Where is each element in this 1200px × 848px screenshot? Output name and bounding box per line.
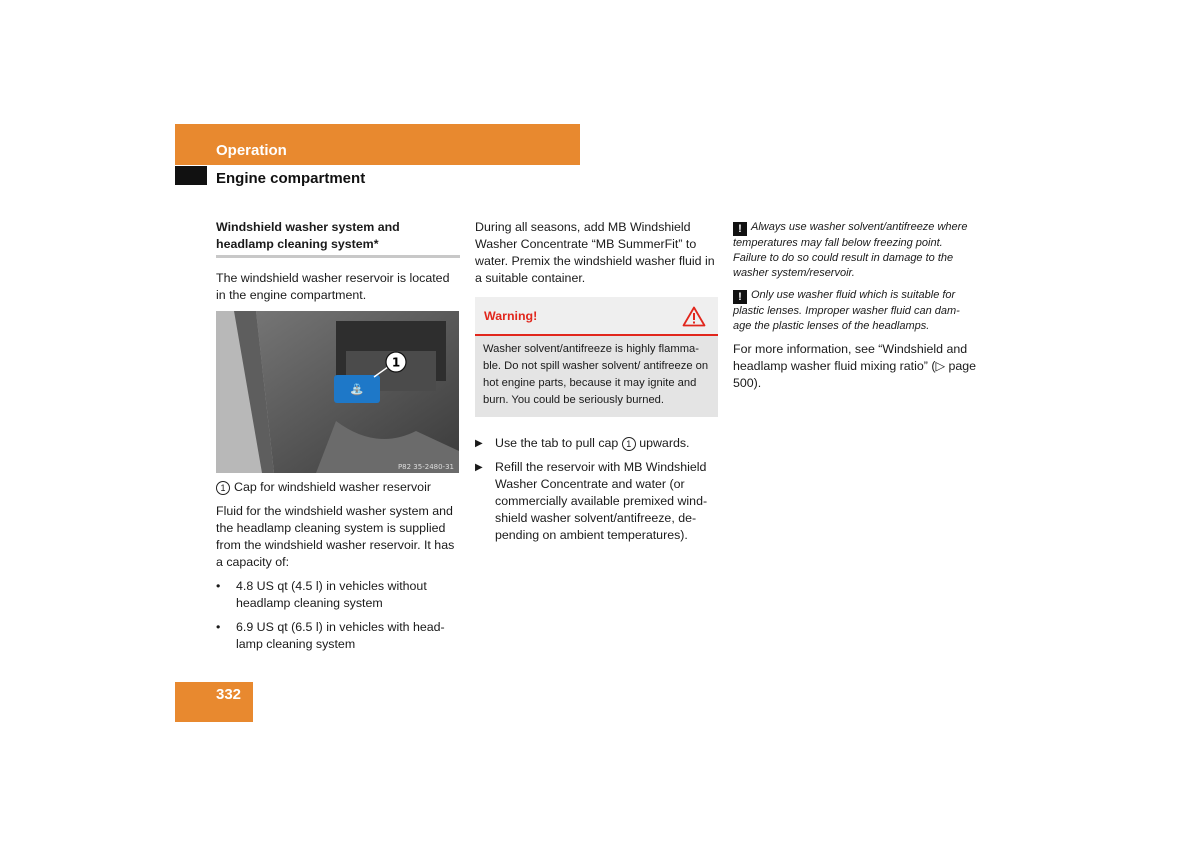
section-title: Operation <box>216 142 287 159</box>
list-item <box>475 459 718 544</box>
list-item <box>216 619 460 653</box>
note-text: Always use washer solvent/antifreeze where temperatures may fall below freezing point. Failure to do so could result in damage to the washer system/reservoir. <box>733 221 968 279</box>
caption-text: Cap for windshield washer reservoir <box>234 480 431 494</box>
engine-compartment-photo <box>216 311 459 473</box>
warning-header <box>475 297 718 336</box>
capacity-text: Fluid for the windshield washer system and the headlamp cleaning system is supplied from the windshield washer reservoir. It has a capacity of: <box>216 504 455 569</box>
topic-heading: Windshield washer system and headlamp cleaning system* <box>216 219 460 258</box>
warning-triangle-icon <box>682 306 706 327</box>
image-code: P82 35-2480-31 <box>397 463 454 471</box>
svg-text:⛲: ⛲ <box>350 383 364 396</box>
column-right <box>733 220 978 399</box>
exclamation-icon: ! <box>733 290 747 304</box>
page-number-tab <box>175 682 253 722</box>
column-middle <box>475 219 718 551</box>
page-number: 332 <box>216 686 242 703</box>
list-item <box>216 578 460 612</box>
subsection-title: Engine compartment <box>216 170 366 187</box>
cross-reference-text: For more information, see “Windshield and headlamp washer fluid mixing ratio” (▷ page 500). <box>733 342 977 390</box>
step-text: Refill the reservoir with MB Windshield Washer Concentrate and water (or commercially available premixed wind-shield washer solvent/antifreeze, de-pending on ambient temperatures). <box>495 460 708 542</box>
caution-note <box>733 220 978 281</box>
photo-callout: 1 <box>391 355 401 370</box>
intro-text: The windshield washer reservoir is located in the engine compartment. <box>216 271 450 302</box>
arrow-right-icon: ▶ <box>475 462 483 473</box>
caption-callout: 1 <box>216 481 230 495</box>
exclamation-icon: ! <box>733 222 747 236</box>
bullet-text: 6.9 US qt (6.5 l) in vehicles with head-lamp cleaning system <box>236 620 445 651</box>
bullet-icon: • <box>216 620 221 634</box>
warning-title: Warning! <box>484 309 538 323</box>
bullet-text: 4.8 US qt (4.5 l) in vehicles without headlamp cleaning system <box>236 579 427 610</box>
arrow-right-icon: ▶ <box>475 438 483 449</box>
step-callout: 1 <box>622 437 636 451</box>
caution-note <box>733 288 978 334</box>
step-text-start: Use the tab to pull cap <box>495 436 619 450</box>
list-item <box>475 435 718 452</box>
column-left <box>216 219 460 660</box>
figure-caption <box>216 479 460 496</box>
step-text <box>495 435 689 452</box>
warning-body: Washer solvent/antifreeze is highly flamma-ble. Do not spill washer solvent/ antifreeze on hot engine parts, because it may ignite and burn. You could be seriously burned. <box>483 343 709 406</box>
section-marker-tab <box>175 166 207 185</box>
note-text: Only use washer fluid which is suitable for plastic lenses. Improper washer fluid can dam-age the plastic lenses of the headlamps. <box>733 289 960 332</box>
warning-box <box>475 297 718 417</box>
step-text-end: upwards. <box>639 436 690 450</box>
bullet-icon: • <box>216 579 221 593</box>
intro-text: During all seasons, add MB Windshield Washer Concentrate “MB SummerFit” to water. Premix the windshield washer fluid in a suitable container. <box>475 220 715 285</box>
